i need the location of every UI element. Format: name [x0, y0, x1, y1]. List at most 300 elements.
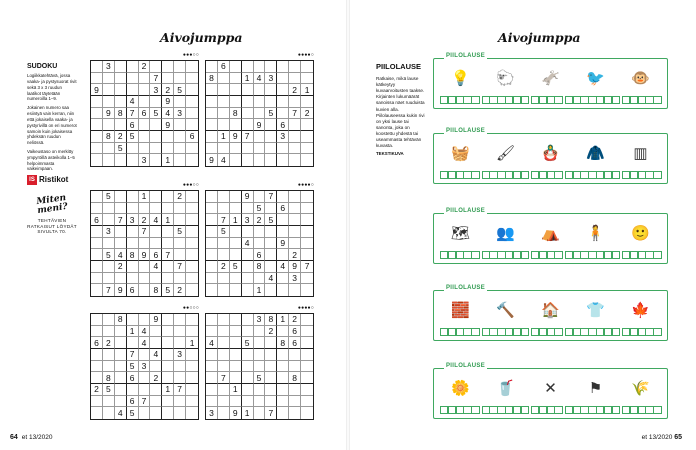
sudoku-cell[interactable]: 6	[277, 203, 289, 215]
sudoku-cell[interactable]	[139, 349, 151, 361]
sudoku-cell[interactable]	[103, 407, 115, 419]
sudoku-cell[interactable]: 2	[218, 261, 230, 273]
sudoku-cell[interactable]	[174, 337, 186, 349]
sudoku-cell[interactable]: 2	[91, 384, 103, 396]
sudoku-cell[interactable]	[254, 238, 266, 250]
sudoku-cell[interactable]	[174, 396, 186, 408]
sudoku-cell[interactable]	[206, 249, 218, 261]
sudoku-cell[interactable]	[186, 326, 198, 338]
sudoku-cell[interactable]	[115, 326, 127, 338]
sudoku-cell[interactable]	[139, 119, 151, 131]
sudoku-cell[interactable]	[103, 203, 115, 215]
sudoku-cell[interactable]	[242, 143, 254, 155]
sudoku-cell[interactable]: 6	[139, 108, 151, 120]
sudoku-cell[interactable]	[242, 361, 254, 373]
sudoku-cell[interactable]: 5	[150, 108, 162, 120]
sudoku-cell[interactable]	[162, 337, 174, 349]
sudoku-cell[interactable]: 5	[230, 261, 242, 273]
sudoku-cell[interactable]: 2	[174, 284, 186, 296]
sudoku-cell[interactable]	[265, 119, 277, 131]
sudoku-cell[interactable]	[150, 326, 162, 338]
sudoku-cell[interactable]	[218, 84, 230, 96]
answer-box[interactable]	[653, 251, 661, 259]
sudoku-cell[interactable]: 4	[150, 214, 162, 226]
sudoku-cell[interactable]	[91, 396, 103, 408]
sudoku-cell[interactable]	[91, 96, 103, 108]
sudoku-cell[interactable]	[242, 384, 254, 396]
sudoku-cell[interactable]: 3	[254, 314, 266, 326]
sudoku-cell[interactable]	[91, 238, 103, 250]
sudoku-cell[interactable]	[150, 131, 162, 143]
sudoku-cell[interactable]	[103, 84, 115, 96]
sudoku-cell[interactable]: 2	[150, 372, 162, 384]
sudoku-cell[interactable]	[206, 214, 218, 226]
sudoku-cell[interactable]	[91, 249, 103, 261]
sudoku-cell[interactable]: 4	[139, 337, 151, 349]
sudoku-cell[interactable]	[162, 238, 174, 250]
sudoku-cell[interactable]	[150, 238, 162, 250]
sudoku-cell[interactable]	[206, 372, 218, 384]
sudoku-cell[interactable]: 3	[150, 84, 162, 96]
sudoku-cell[interactable]: 1	[230, 214, 242, 226]
sudoku-cell[interactable]	[230, 326, 242, 338]
sudoku-cell[interactable]: 8	[115, 314, 127, 326]
sudoku-cell[interactable]	[254, 108, 266, 120]
sudoku-cell[interactable]: 5	[218, 226, 230, 238]
sudoku-cell[interactable]	[301, 361, 313, 373]
sudoku-cell[interactable]	[174, 238, 186, 250]
sudoku-cell[interactable]: 4	[115, 407, 127, 419]
sudoku-cell[interactable]	[242, 314, 254, 326]
sudoku-cell[interactable]	[254, 326, 266, 338]
sudoku-cell[interactable]	[265, 349, 277, 361]
sudoku-cell[interactable]	[127, 143, 139, 155]
sudoku-cell[interactable]: 4	[115, 249, 127, 261]
sudoku-cell[interactable]	[230, 314, 242, 326]
sudoku-cell[interactable]	[186, 108, 198, 120]
sudoku-cell[interactable]	[91, 73, 103, 85]
sudoku-cell[interactable]	[289, 119, 301, 131]
sudoku-cell[interactable]	[174, 314, 186, 326]
sudoku-cell[interactable]	[91, 131, 103, 143]
sudoku-cell[interactable]	[139, 261, 151, 273]
sudoku-cell[interactable]	[254, 384, 266, 396]
sudoku-cell[interactable]	[206, 191, 218, 203]
sudoku-cell[interactable]	[127, 73, 139, 85]
sudoku-cell[interactable]	[91, 284, 103, 296]
sudoku-cell[interactable]: 9	[91, 84, 103, 96]
sudoku-cell[interactable]	[150, 273, 162, 285]
sudoku-cell[interactable]	[265, 337, 277, 349]
sudoku-cell[interactable]	[127, 261, 139, 273]
sudoku-cell[interactable]	[301, 131, 313, 143]
sudoku-cell[interactable]: 7	[127, 349, 139, 361]
sudoku-cell[interactable]: 7	[174, 261, 186, 273]
sudoku-cell[interactable]	[206, 96, 218, 108]
sudoku-cell[interactable]	[301, 396, 313, 408]
sudoku-cell[interactable]	[265, 131, 277, 143]
sudoku-cell[interactable]: 4	[242, 238, 254, 250]
sudoku-cell[interactable]	[289, 203, 301, 215]
sudoku-cell[interactable]	[127, 384, 139, 396]
sudoku-cell[interactable]	[242, 108, 254, 120]
sudoku-cell[interactable]	[242, 349, 254, 361]
sudoku-cell[interactable]	[103, 261, 115, 273]
sudoku-cell[interactable]	[301, 96, 313, 108]
sudoku-cell[interactable]	[218, 384, 230, 396]
sudoku-cell[interactable]	[230, 96, 242, 108]
sudoku-cell[interactable]	[103, 119, 115, 131]
sudoku-cell[interactable]: 9	[254, 119, 266, 131]
sudoku-cell[interactable]	[186, 372, 198, 384]
sudoku-cell[interactable]	[289, 361, 301, 373]
sudoku-cell[interactable]: 9	[115, 284, 127, 296]
sudoku-cell[interactable]	[242, 96, 254, 108]
sudoku-cell[interactable]	[277, 226, 289, 238]
sudoku-cell[interactable]	[277, 349, 289, 361]
sudoku-cell[interactable]	[162, 226, 174, 238]
sudoku-cell[interactable]: 3	[265, 73, 277, 85]
sudoku-cell[interactable]	[139, 203, 151, 215]
sudoku-cell[interactable]	[139, 73, 151, 85]
sudoku-cell[interactable]	[301, 73, 313, 85]
sudoku-cell[interactable]: 3	[242, 214, 254, 226]
sudoku-cell[interactable]	[230, 361, 242, 373]
sudoku-cell[interactable]: 1	[230, 384, 242, 396]
sudoku-cell[interactable]: 2	[162, 84, 174, 96]
sudoku-cell[interactable]	[174, 61, 186, 73]
sudoku-cell[interactable]: 7	[242, 131, 254, 143]
sudoku-cell[interactable]	[139, 407, 151, 419]
sudoku-cell[interactable]	[174, 361, 186, 373]
sudoku-cell[interactable]	[218, 238, 230, 250]
sudoku-cell[interactable]: 4	[254, 73, 266, 85]
sudoku-cell[interactable]	[277, 61, 289, 73]
sudoku-cell[interactable]	[150, 337, 162, 349]
sudoku-cell[interactable]	[150, 396, 162, 408]
sudoku-cell[interactable]	[301, 154, 313, 166]
sudoku-cell[interactable]: 6	[127, 372, 139, 384]
sudoku-cell[interactable]: 5	[254, 372, 266, 384]
sudoku-cell[interactable]	[139, 384, 151, 396]
sudoku-cell[interactable]	[254, 84, 266, 96]
sudoku-cell[interactable]	[150, 361, 162, 373]
sudoku-cell[interactable]	[115, 349, 127, 361]
answer-box[interactable]	[653, 328, 661, 336]
sudoku-cell[interactable]: 4	[162, 108, 174, 120]
sudoku-cell[interactable]	[289, 407, 301, 419]
sudoku-cell[interactable]: 8	[103, 131, 115, 143]
sudoku-cell[interactable]	[174, 203, 186, 215]
sudoku-cell[interactable]: 1	[218, 131, 230, 143]
sudoku-cell[interactable]	[103, 273, 115, 285]
sudoku-cell[interactable]	[254, 96, 266, 108]
sudoku-cell[interactable]	[186, 203, 198, 215]
sudoku-cell[interactable]	[230, 119, 242, 131]
answer-box[interactable]	[653, 96, 661, 104]
sudoku-cell[interactable]: 8	[254, 261, 266, 273]
sudoku-cell[interactable]	[162, 273, 174, 285]
sudoku-cell[interactable]: 4	[127, 96, 139, 108]
sudoku-cell[interactable]	[289, 61, 301, 73]
sudoku-cell[interactable]	[91, 314, 103, 326]
sudoku-cell[interactable]: 9	[242, 191, 254, 203]
sudoku-cell[interactable]	[206, 349, 218, 361]
sudoku-cell[interactable]: 5	[103, 384, 115, 396]
sudoku-cell[interactable]	[115, 73, 127, 85]
sudoku-cell[interactable]: 3	[103, 226, 115, 238]
sudoku-cell[interactable]: 3	[139, 361, 151, 373]
sudoku-cell[interactable]	[206, 108, 218, 120]
sudoku-cell[interactable]	[301, 203, 313, 215]
sudoku-cell[interactable]	[115, 191, 127, 203]
sudoku-cell[interactable]: 6	[91, 214, 103, 226]
sudoku-cell[interactable]	[186, 191, 198, 203]
sudoku-cell[interactable]	[242, 273, 254, 285]
sudoku-cell[interactable]	[186, 61, 198, 73]
sudoku-cell[interactable]	[242, 61, 254, 73]
sudoku-cell[interactable]: 7	[289, 108, 301, 120]
sudoku-cell[interactable]	[265, 372, 277, 384]
sudoku-cell[interactable]	[127, 337, 139, 349]
sudoku-cell[interactable]	[301, 238, 313, 250]
sudoku-cell[interactable]	[103, 238, 115, 250]
sudoku-cell[interactable]: 2	[301, 108, 313, 120]
sudoku-cell[interactable]	[206, 326, 218, 338]
sudoku-cell[interactable]: 2	[139, 61, 151, 73]
sudoku-cell[interactable]	[218, 337, 230, 349]
sudoku-cell[interactable]	[277, 407, 289, 419]
sudoku-cell[interactable]	[265, 61, 277, 73]
sudoku-cell[interactable]	[242, 249, 254, 261]
sudoku-cell[interactable]	[186, 119, 198, 131]
sudoku-cell[interactable]	[150, 154, 162, 166]
sudoku-cell[interactable]	[139, 131, 151, 143]
sudoku-cell[interactable]: 8	[103, 372, 115, 384]
sudoku-cell[interactable]	[265, 361, 277, 373]
sudoku-cell[interactable]	[91, 191, 103, 203]
sudoku-cell[interactable]	[174, 326, 186, 338]
sudoku-cell[interactable]: 5	[174, 226, 186, 238]
sudoku-cell[interactable]	[150, 191, 162, 203]
sudoku-cell[interactable]	[218, 396, 230, 408]
sudoku-cell[interactable]: 7	[162, 249, 174, 261]
sudoku-cell[interactable]: 6	[127, 396, 139, 408]
sudoku-cell[interactable]	[277, 384, 289, 396]
sudoku-cell[interactable]	[277, 154, 289, 166]
sudoku-cell[interactable]	[91, 108, 103, 120]
sudoku-cell[interactable]: 5	[115, 143, 127, 155]
sudoku-cell[interactable]	[230, 372, 242, 384]
sudoku-cell[interactable]	[301, 314, 313, 326]
sudoku-cell[interactable]	[254, 131, 266, 143]
sudoku-cell[interactable]: 3	[139, 154, 151, 166]
sudoku-cell[interactable]	[289, 214, 301, 226]
sudoku-cell[interactable]	[139, 143, 151, 155]
sudoku-cell[interactable]	[254, 349, 266, 361]
sudoku-cell[interactable]	[230, 154, 242, 166]
sudoku-cell[interactable]	[230, 238, 242, 250]
sudoku-cell[interactable]	[277, 96, 289, 108]
sudoku-cell[interactable]: 9	[162, 96, 174, 108]
sudoku-cell[interactable]	[127, 154, 139, 166]
sudoku-cell[interactable]	[91, 261, 103, 273]
sudoku-cell[interactable]: 1	[186, 337, 198, 349]
sudoku-cell[interactable]	[277, 73, 289, 85]
sudoku-cell[interactable]: 8	[206, 73, 218, 85]
sudoku-cell[interactable]: 5	[127, 407, 139, 419]
sudoku-cell[interactable]: 6	[127, 119, 139, 131]
sudoku-cell[interactable]: 6	[91, 337, 103, 349]
sudoku-cell[interactable]: 7	[103, 284, 115, 296]
sudoku-cell[interactable]: 2	[254, 214, 266, 226]
sudoku-cell[interactable]	[206, 143, 218, 155]
sudoku-cell[interactable]	[150, 203, 162, 215]
sudoku-cell[interactable]	[218, 119, 230, 131]
sudoku-cell[interactable]	[289, 349, 301, 361]
sudoku-cell[interactable]: 8	[127, 249, 139, 261]
sudoku-cell[interactable]	[218, 326, 230, 338]
sudoku-cell[interactable]	[127, 203, 139, 215]
sudoku-cell[interactable]	[115, 226, 127, 238]
sudoku-cell[interactable]: 2	[103, 337, 115, 349]
sudoku-cell[interactable]: 8	[150, 284, 162, 296]
sudoku-cell[interactable]	[115, 361, 127, 373]
sudoku-cell[interactable]	[162, 326, 174, 338]
sudoku-cell[interactable]	[301, 407, 313, 419]
sudoku-cell[interactable]	[91, 407, 103, 419]
sudoku-cell[interactable]	[103, 326, 115, 338]
sudoku-cell[interactable]	[186, 384, 198, 396]
sudoku-cell[interactable]: 5	[242, 337, 254, 349]
sudoku-cell[interactable]	[265, 396, 277, 408]
sudoku-cell[interactable]	[265, 249, 277, 261]
sudoku-cell[interactable]	[103, 214, 115, 226]
sudoku-cell[interactable]	[186, 407, 198, 419]
sudoku-cell[interactable]	[230, 203, 242, 215]
sudoku-cell[interactable]: 5	[265, 214, 277, 226]
sudoku-cell[interactable]	[301, 226, 313, 238]
sudoku-cell[interactable]	[301, 143, 313, 155]
sudoku-cell[interactable]: 1	[162, 214, 174, 226]
sudoku-cell[interactable]	[174, 214, 186, 226]
sudoku-cell[interactable]	[127, 61, 139, 73]
sudoku-cell[interactable]	[218, 349, 230, 361]
sudoku-cell[interactable]	[277, 326, 289, 338]
sudoku-cell[interactable]	[301, 119, 313, 131]
sudoku-cell[interactable]	[206, 284, 218, 296]
sudoku-cell[interactable]	[103, 361, 115, 373]
sudoku-cell[interactable]	[242, 84, 254, 96]
sudoku-cell[interactable]	[115, 337, 127, 349]
sudoku-cell[interactable]: 4	[277, 261, 289, 273]
sudoku-cell[interactable]	[254, 396, 266, 408]
sudoku-cell[interactable]	[174, 119, 186, 131]
sudoku-cell[interactable]: 1	[242, 407, 254, 419]
sudoku-cell[interactable]	[254, 61, 266, 73]
sudoku-cell[interactable]	[301, 384, 313, 396]
sudoku-cell[interactable]: 9	[230, 131, 242, 143]
sudoku-cell[interactable]	[206, 238, 218, 250]
sudoku-cell[interactable]	[127, 191, 139, 203]
sudoku-cell[interactable]	[186, 214, 198, 226]
sudoku-cell[interactable]: 3	[206, 407, 218, 419]
sudoku-cell[interactable]	[254, 154, 266, 166]
sudoku-cell[interactable]	[230, 349, 242, 361]
sudoku-cell[interactable]	[162, 261, 174, 273]
sudoku-cell[interactable]	[91, 143, 103, 155]
sudoku-cell[interactable]	[265, 261, 277, 273]
sudoku-cell[interactable]: 6	[289, 337, 301, 349]
sudoku-cell[interactable]	[242, 226, 254, 238]
sudoku-cell[interactable]: 7	[265, 191, 277, 203]
sudoku-cell[interactable]	[230, 73, 242, 85]
sudoku-cell[interactable]: 2	[115, 261, 127, 273]
sudoku-cell[interactable]: 1	[127, 326, 139, 338]
sudoku-cell[interactable]	[115, 61, 127, 73]
sudoku-cell[interactable]	[150, 407, 162, 419]
sudoku-cell[interactable]	[162, 372, 174, 384]
sudoku-cell[interactable]	[242, 284, 254, 296]
sudoku-cell[interactable]: 9	[103, 108, 115, 120]
sudoku-cell[interactable]: 5	[103, 249, 115, 261]
sudoku-cell[interactable]: 2	[265, 326, 277, 338]
sudoku-cell[interactable]	[206, 119, 218, 131]
sudoku-cell[interactable]	[218, 284, 230, 296]
sudoku-cell[interactable]	[186, 396, 198, 408]
sudoku-cell[interactable]	[206, 261, 218, 273]
sudoku-cell[interactable]	[242, 154, 254, 166]
sudoku-cell[interactable]	[150, 96, 162, 108]
sudoku-cell[interactable]	[230, 273, 242, 285]
answer-box[interactable]	[653, 406, 661, 414]
sudoku-cell[interactable]	[265, 384, 277, 396]
sudoku-cell[interactable]	[139, 84, 151, 96]
sudoku-cell[interactable]	[127, 238, 139, 250]
sudoku-cell[interactable]: 3	[127, 214, 139, 226]
sudoku-cell[interactable]	[230, 284, 242, 296]
sudoku-cell[interactable]	[277, 191, 289, 203]
sudoku-cell[interactable]	[186, 96, 198, 108]
sudoku-cell[interactable]	[174, 131, 186, 143]
sudoku-cell[interactable]	[242, 261, 254, 273]
sudoku-cell[interactable]	[91, 361, 103, 373]
sudoku-cell[interactable]	[186, 284, 198, 296]
sudoku-cell[interactable]: 1	[254, 284, 266, 296]
sudoku-cell[interactable]	[218, 73, 230, 85]
sudoku-cell[interactable]	[186, 143, 198, 155]
sudoku-cell[interactable]: 7	[139, 226, 151, 238]
sudoku-cell[interactable]	[174, 73, 186, 85]
sudoku-cell[interactable]	[127, 314, 139, 326]
sudoku-cell[interactable]	[174, 407, 186, 419]
sudoku-cell[interactable]	[277, 214, 289, 226]
sudoku-cell[interactable]	[186, 238, 198, 250]
sudoku-cell[interactable]	[186, 314, 198, 326]
sudoku-cell[interactable]	[254, 273, 266, 285]
sudoku-cell[interactable]	[186, 361, 198, 373]
sudoku-cell[interactable]	[150, 143, 162, 155]
sudoku-cell[interactable]: 2	[289, 249, 301, 261]
sudoku-cell[interactable]: 8	[115, 108, 127, 120]
sudoku-cell[interactable]: 1	[162, 384, 174, 396]
sudoku-cell[interactable]: 5	[127, 361, 139, 373]
sudoku-cell[interactable]	[139, 273, 151, 285]
sudoku-cell[interactable]	[206, 61, 218, 73]
sudoku-cell[interactable]	[103, 154, 115, 166]
sudoku-cell[interactable]	[91, 226, 103, 238]
sudoku-cell[interactable]	[242, 326, 254, 338]
